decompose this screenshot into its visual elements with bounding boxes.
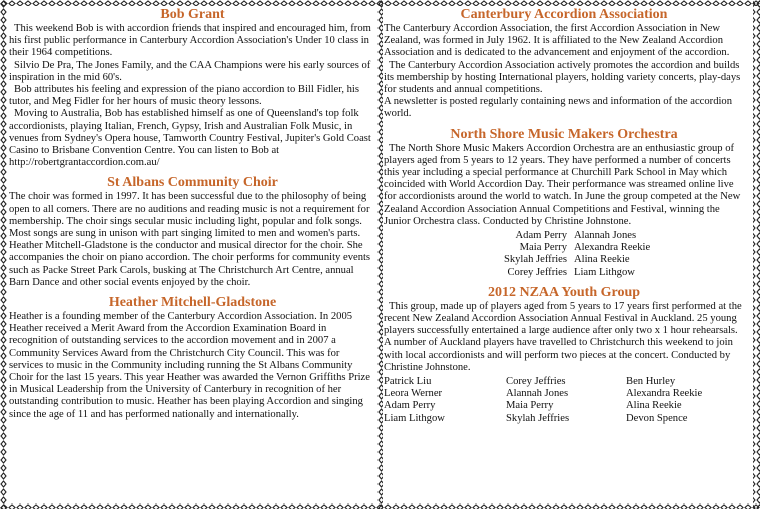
member-name: Devon Spence — [626, 412, 688, 424]
member-name: Liam Lithgow — [574, 266, 635, 278]
member-name: Maia Perry — [519, 242, 567, 254]
nsmmo-section — [384, 126, 744, 279]
member-name: Adam Perry — [515, 230, 567, 242]
choir-section — [9, 174, 376, 289]
nsmmo-heading: North Shore Music Makers Orchestra — [450, 126, 678, 142]
member-name: Alannah Jones — [506, 388, 569, 400]
youth-heading: 2012 NZAA Youth Group — [487, 284, 641, 300]
bob-grant-paragraph-2: Silvio De Pra, The Jones Family, and the CAA Champions were his early sources of inspiration in the mid 60's. — [9, 59, 371, 83]
member-name: Skylah Jeffries — [506, 412, 570, 424]
bob-grant-paragraph-1: This weekend Bob is with accordion friends that inspired and encouraged him, from his first public performance in Canterbury Accordion Association's Under 10 class in their 1964 competitions. — [9, 23, 371, 59]
member-name: Ben Hurley — [626, 376, 676, 388]
bob-grant-paragraph-3: Bob attributes his feeling and expression of the piano accordion to Bill Fidler, his tutor, and Meg Fidler for her hours of music theory lessons. — [9, 84, 359, 108]
member-name: Corey Jeffries — [507, 266, 567, 278]
caa-paragraph-2: The Canterbury Accordion Association actively promotes the accordion and builds its membership by hosting International players, holding variety concerts, play-days for students and annual competitions. — [384, 59, 741, 96]
member-name: Alannah Jones — [574, 230, 637, 242]
member-name: Skylah Jeffries — [503, 254, 567, 266]
nsmmo-member-list — [384, 230, 744, 279]
heather-heading: Heather Mitchell-Gladstone — [108, 295, 277, 311]
member-name: Alexandra Reekie — [574, 242, 651, 254]
right-column — [384, 6, 744, 425]
member-name: Liam Lithgow — [384, 412, 445, 424]
heather-paragraph: Heather is a founding member of the Canterbury Accordion Association. In 2005 Heather received a Merit Award from the Accordion Examination Board in recognition of outstanding services to the accordion movement and in 2007 a Community Services Award from the Christchurch City Council. This was for services to music in the Community including running the St Albans Community Choir for the last 15 years. This year Heather was awarded the Vernon Griffiths Prize in Musical Leadership from the University of Canterbury in recognition of her outstanding contribution to music. Heather has been playing Accordion and singing since the age of 11 and has performed nationally and internationally. — [9, 311, 370, 420]
member-name: Alina Reekie — [574, 254, 630, 266]
bob-grant-paragraph-4: Moving to Australia, Bob has established himself as one of Queensland's top folk accordionists, playing Italian, French, Gypsy, Irish and Australian Folk Music, in venues from Sydney's Opera house, Tamworth Country Festival, Jupiter's Gold Coast Casino to Brisbane Convention Centre. You can listen to Bob at http://robertgrantaccordion.com.au/ — [9, 108, 371, 169]
member-name: Alina Reekie — [626, 400, 682, 412]
left-column — [9, 6, 376, 421]
member-name: Adam Perry — [384, 400, 436, 412]
nsmmo-paragraph: The North Shore Music Makers Accordion Orchestra are an enthusiastic group of players aged from 5 years to 12 years. They have performed a number of concerts this year including a special performance at Churchill Park School in May which coincided with World Accordion Day. Their performance was streamed online live for accordionists around the world to watch. In June the group competed at the New Zealand Accordion Association Annual Competitions and Festival, winning the Junior Orchestra class. Conducted by Christine Johnstone. — [384, 142, 741, 227]
choir-paragraph: The choir was formed in 1997. It has been successful due to the philosophy of being open to all comers. There are no auditions and reading music is not a requirement for membership. The choir sings secular music including light, popular and folk songs. Most songs are sung in unison with part singing limited to men and women's parts. Heather Mitchell-Gladstone is the conductor and musical director for the choir. She accompanies the choir on piano accordion. The choir performs for community events such as Packe Street Park Carols, busking at The Christchurch Art Centre, annual Barn Dance and other social events enjoyed by the choir. — [9, 191, 371, 288]
youth-section — [384, 284, 744, 425]
youth-member-list — [384, 376, 744, 425]
member-name: Patrick Liu — [384, 376, 432, 388]
member-name: Maia Perry — [506, 400, 554, 412]
bob-grant-heading: Bob Grant — [160, 7, 225, 22]
caa-paragraph-1: The Canterbury Accordion Association, the first Accordion Association in New Zealand, was formed in July 1962. It is affiliated to the New Zealand Accordion Association and is dedicated to the advancement and enjoyment of the accordion. — [384, 23, 730, 59]
brochure-page — [9, 6, 751, 503]
youth-paragraph: This group, made up of players aged from 5 years to 17 years first performed at the recent New Zealand Accordion Association Annual Festival in Auckland. 25 young players successfully entertained a large audience after only two x 1 hour rehearsals. A number of Auckland players have travelled to Christchurch this weekend to join with local accordionists and will perform two pieces at the concert. Conducted by Christine Johnstone. — [384, 300, 742, 373]
member-name: Corey Jeffries — [506, 376, 566, 388]
choir-heading: St Albans Community Choir — [107, 175, 278, 191]
caa-section — [384, 6, 744, 121]
member-name: Alexandra Reekie — [626, 388, 703, 400]
heather-section — [9, 294, 376, 421]
member-name: Leora Werner — [384, 388, 443, 400]
caa-heading: Canterbury Accordion Association — [460, 7, 668, 22]
caa-paragraph-3: A newsletter is posted regularly containing news and information of the accordion world. — [384, 96, 733, 120]
bob-grant-section — [9, 6, 376, 169]
